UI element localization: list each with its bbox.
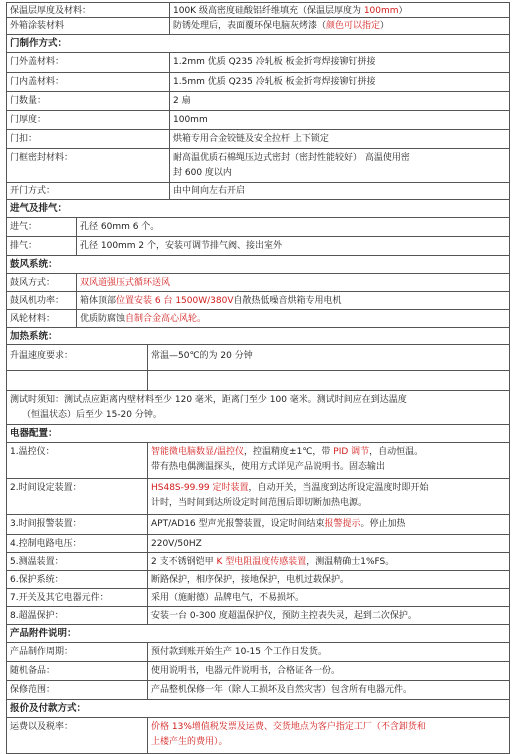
section-fan: 鼓风系统：: [7, 256, 509, 274]
section-electric: 电器配置：: [7, 425, 509, 443]
label: 6.保护系统：: [7, 571, 148, 588]
label: 保修范围：: [7, 681, 148, 699]
label: 门扣：: [7, 130, 170, 148]
row-paint: [7, 18, 509, 35]
value: 预付款到账开始生产 10-15 个工作日发货。: [151, 647, 327, 657]
value: 1.2mm 优质 Q235 冷轧板 板金折弯焊接铆钉拼接: [173, 57, 376, 67]
label: 4.控制电路电压：: [7, 535, 148, 552]
section-accessories: 产品附件说明：: [7, 625, 509, 643]
row-blank: [7, 371, 509, 391]
value: 价格 13%增值税发票及运费、交货地点为客户指定工厂（不含卸货和 上楼产生的费用）。: [151, 722, 426, 747]
label: 运费以及税率：: [7, 718, 148, 753]
section-price: 报价及付款方式：: [7, 700, 509, 718]
value: 断路保护，相序保护，接地保护，电机过载保护。: [151, 575, 350, 585]
label: 2.时间设定装置：: [7, 479, 148, 514]
label: 门内盖材料：: [7, 73, 170, 91]
label: 门厚度：: [7, 111, 170, 129]
label: 8.超温保护：: [7, 607, 148, 624]
value: 1.5mm 优质 Q235 冷轧板 板金折弯焊接铆钉拼接: [173, 77, 376, 87]
row-door-count: [7, 92, 509, 111]
label: 门外盖材料：: [7, 53, 170, 72]
row-insulation: [7, 3, 509, 18]
row-test-note: [7, 391, 509, 425]
row-door-outer: [7, 53, 509, 73]
value: 产品整机保修一年（除人工损坏及自然灾害）包含所有电器元件。: [151, 685, 413, 695]
label: 鼓风方式：: [7, 274, 77, 291]
label: 升温速度要求：: [7, 345, 148, 370]
row-heat-speed: [7, 345, 509, 371]
row-price: [7, 718, 509, 754]
label: 5.测温装置：: [7, 553, 148, 570]
value: 双风道强压式循环送风: [80, 278, 171, 288]
value: 孔径 60mm 6 个。: [80, 222, 160, 232]
label: 产品制作周期：: [7, 643, 148, 661]
value: 安装一台 0-300 度超温保护仪，预防主控表失灵，起到二次保护。: [151, 611, 417, 621]
value: 智能微电脑数显/温控仪，控温精度±1℃，带 PID 调节，自动恒温。 带有热电偶测温探头，使用方式详见产品说明书。固态输出: [151, 447, 424, 472]
row-voltage: [7, 535, 509, 553]
row-door-open: [7, 183, 509, 200]
value: 采用（施耐德）品牌电气，不易损坏。: [151, 593, 305, 603]
value: 孔径 100mm 2 个，安装可调节排气阀、接出室外: [80, 241, 283, 251]
note: 测试时须知：测试点应距离内壁材料至少 120 毫米，距离门至少 100 毫米。测试时间应在到达温度 （恒温状态）后至少 15-20 分钟。: [10, 395, 407, 420]
value: 箱体顶部位置安装 6 台 1500W/380V自散热低噪音烘箱专用电机: [80, 296, 342, 306]
label: 门数量：: [7, 92, 170, 110]
row-warranty: [7, 681, 509, 700]
row-air-out: [7, 237, 509, 256]
row-switches: [7, 589, 509, 607]
row-fan-mode: [7, 274, 509, 292]
label: 外箱涂装材料: [7, 18, 170, 34]
label: 进气：: [7, 218, 77, 236]
spec-sheet: [6, 2, 510, 754]
row-timer: [7, 479, 509, 515]
row-spares: [7, 662, 509, 681]
row-alarm: [7, 515, 509, 535]
section-heat: 加热系统：: [7, 328, 509, 345]
value: HS48S-99.99 定时装置，自动开关，当温度到达所设定温度时即开始 计时，当时间到达所设定时间范围后即切断加热电源。: [151, 483, 429, 508]
value: APT/AD16 型声光报警装置，设定时间结束报警提示。停止加热: [151, 519, 406, 529]
value: 100mm: [173, 115, 208, 125]
row-fan-power: [7, 292, 509, 310]
row-door-thickness: [7, 111, 509, 130]
value: 100K 级高密度硅酸铝纤维填充（保温层厚度为 100mm）: [173, 6, 408, 16]
row-overtemp: [7, 607, 509, 625]
label: 7.开关及其它电器元件：: [7, 589, 148, 606]
value: 优质防腐蚀自制合金高心风轮。: [80, 314, 207, 324]
value: 2 支不锈钢铠甲 K 型电阻温度传感装置，测温精确士1%FS。: [151, 557, 395, 567]
label: 3.时间报警装置：: [7, 515, 148, 534]
label: 随机备品：: [7, 662, 148, 680]
row-fan-wheel: [7, 310, 509, 328]
row-temp-controller: [7, 443, 509, 479]
label: 保温层厚度及材料：: [7, 3, 170, 17]
value: 使用说明书，电器元件说明书，合格证各一份。: [151, 666, 341, 676]
value: 2 扇: [173, 96, 191, 106]
section-air: 进气及排气：: [7, 200, 509, 218]
row-protection: [7, 571, 509, 589]
row-door-seal: [7, 149, 509, 183]
label: 鼓风机功率：: [7, 292, 77, 309]
value: 耐高温优质石棉绳压边式密封（密封性能较好） 高温使用密 封 600 度以内: [173, 153, 410, 178]
row-air-in: [7, 218, 509, 237]
value: 220V/50HZ: [151, 539, 202, 549]
value: 防锈处理后，表面覆环保电脑灰烤漆（颜色可以指定）: [173, 21, 390, 31]
value: 常温—50℃的为 20 分钟: [151, 351, 253, 361]
row-door-lock: [7, 130, 509, 149]
value: 烘箱专用合金铰链及安全拉杆 上下锁定: [173, 134, 329, 144]
label: 排气：: [7, 237, 77, 255]
label: 门框密封材料：: [7, 149, 170, 182]
section-door: 门制作方式：: [7, 35, 509, 53]
label: 开门方式：: [7, 183, 170, 199]
value: 由中间向左右开启: [173, 186, 246, 196]
label: 1.温控仪：: [7, 443, 148, 478]
row-sensor: [7, 553, 509, 571]
label: 风轮材料：: [7, 310, 77, 327]
row-door-inner: [7, 73, 509, 92]
row-lead-time: [7, 643, 509, 662]
